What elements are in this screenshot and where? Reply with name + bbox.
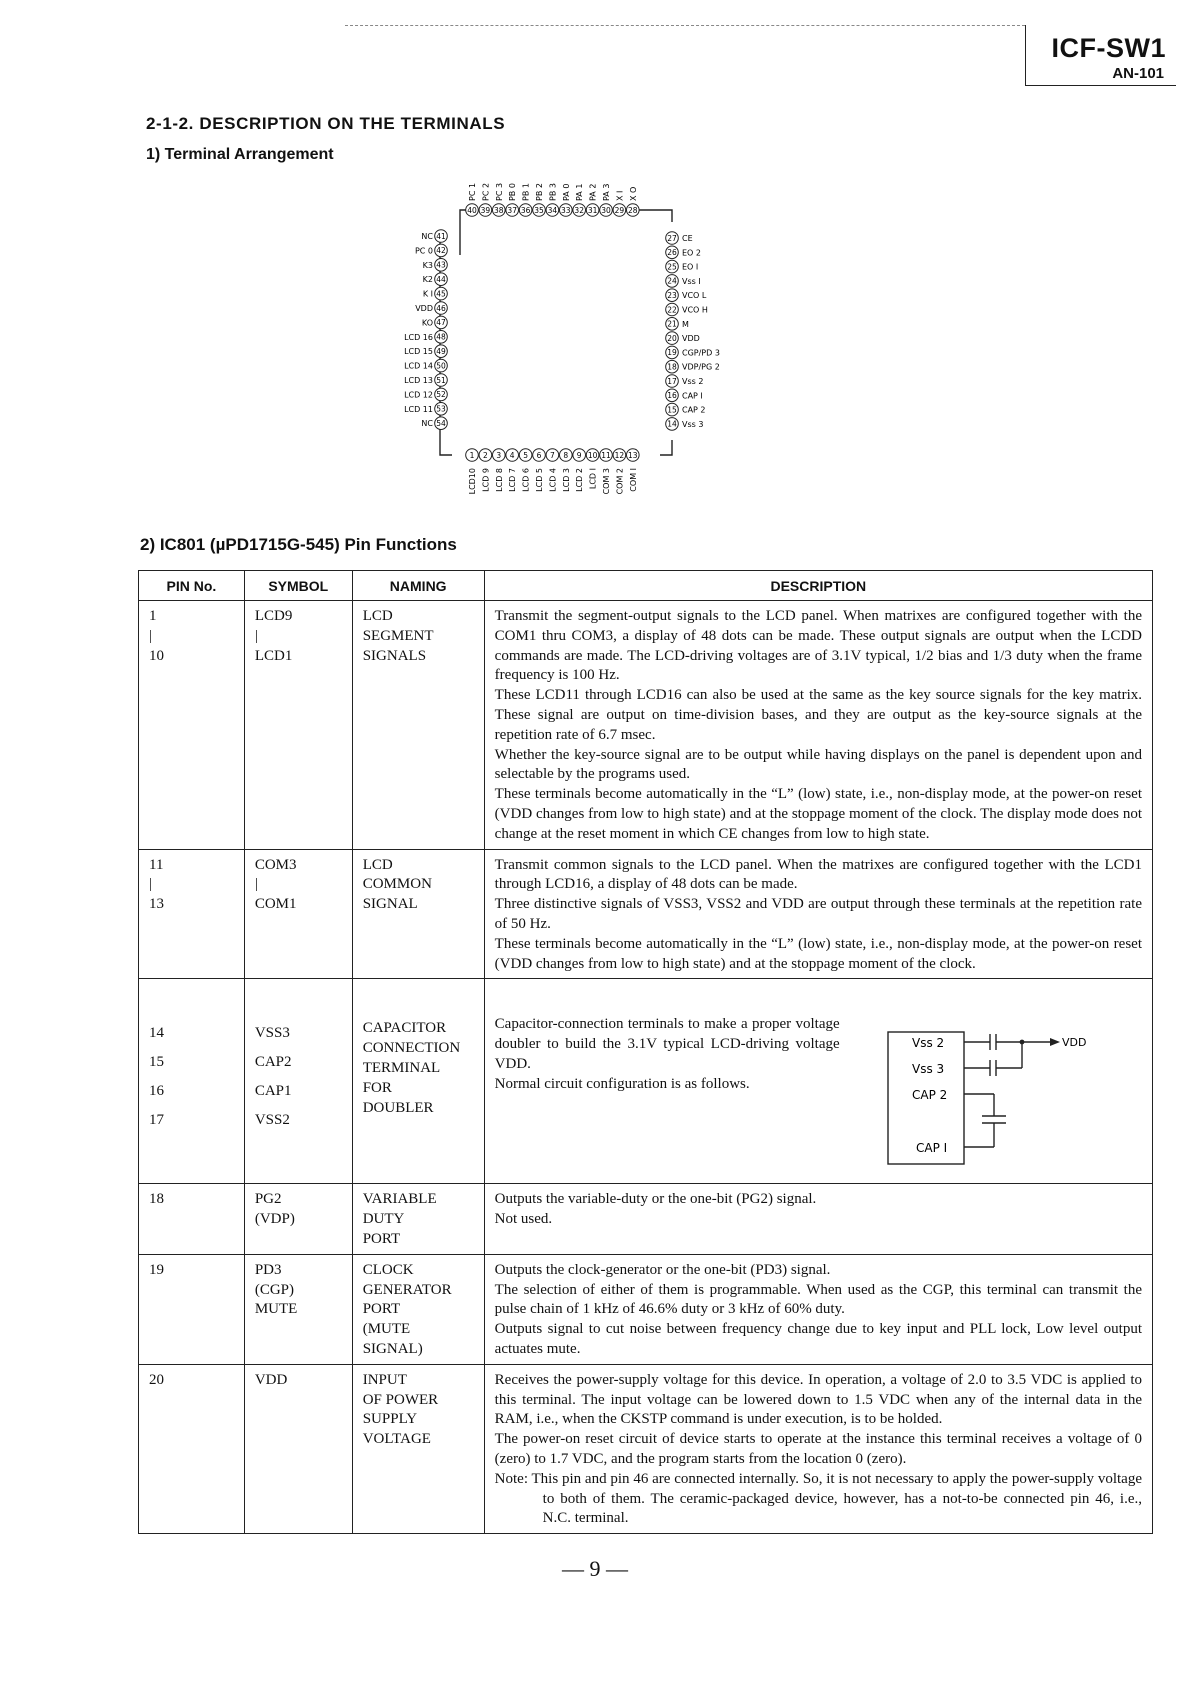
pin-number: 14 15 16 17: [139, 979, 245, 1184]
description-paragraph: These terminals become automatically in the “L” (low) state, i.e., non-display mode, at the power-on reset (VDD changes from low to high state) and at the stoppage moment of the clock.: [494, 935, 1142, 972]
pin-number: 26: [667, 248, 677, 258]
pin-symbol: LCD9 | LCD1: [244, 601, 352, 850]
pin-number: 23: [667, 291, 677, 300]
pin-label: Vss I: [682, 276, 701, 286]
pin-label: VCO H: [682, 305, 708, 315]
pin-label: PC 2: [481, 182, 491, 201]
model-badge: [1025, 25, 1176, 86]
pin-label: PA 0: [561, 183, 571, 201]
pin-description: [484, 1364, 1152, 1533]
pin-label: X I: [615, 190, 625, 201]
description-paragraph: These LCD11 through LCD16 can also be used at the same as the key source signals for the key matrix. These signal are output on time-division bases, and they are output as the key-source signals at the repetition rate of 6.7 msec.: [494, 687, 1142, 743]
pin-number: 16: [667, 391, 677, 401]
pin-label: LCD 11: [404, 404, 433, 414]
ic-pinout-diagram: [400, 170, 800, 540]
pin-number: 43: [436, 260, 446, 270]
pin-number: 6: [536, 450, 542, 460]
description-paragraph: Capacitor-connection terminals to make a proper voltage doubler to build the 3.1V typical LCD-driving voltage VDD.: [494, 1016, 840, 1072]
top-pin-row: [466, 183, 639, 216]
pin-number: 21: [667, 319, 677, 329]
pin-label: NC: [421, 232, 433, 241]
pin-label: VDD: [682, 334, 700, 344]
note-number: AN-101: [1112, 65, 1164, 82]
description-paragraph: These terminals become automatically in the “L” (low) state, i.e., non-display mode, at the power-on reset (VDD changes from low to high state) and at the stoppage moment of the clock. The display mode does not change at the reset moment in which CE changes from low to high state.: [494, 786, 1142, 842]
table-row: [139, 601, 1153, 850]
description-paragraph: Not used.: [494, 1211, 553, 1228]
pin-number: 36: [520, 205, 531, 215]
pin-label: K I: [422, 289, 433, 299]
model-name: ICF-SW1: [1051, 33, 1166, 63]
pin-label: EO 2: [682, 248, 701, 258]
pin-number: 13: [628, 450, 638, 460]
description-paragraph: Outputs the clock-generator or the one-bit (PD3) signal.: [494, 1261, 831, 1278]
pin-label: COM 3: [602, 468, 611, 495]
pin-number: 39: [480, 205, 491, 215]
pin-description: [484, 849, 1152, 979]
pin-number: 8: [563, 450, 569, 460]
section-title: 2-1-2. DESCRIPTION ON THE TERMINALS: [146, 114, 506, 133]
header-symbol: SYMBOL: [244, 571, 352, 601]
header-rule: [345, 25, 1025, 26]
pin-label: K2: [422, 275, 433, 285]
doubler-circuit-diagram: [882, 1030, 1104, 1175]
circuit-wiring: [964, 1034, 1054, 1147]
pin-number: 54: [436, 419, 446, 428]
table-row: [139, 1364, 1153, 1533]
pin-label: CGP/PD 3: [682, 348, 720, 358]
description-paragraph: Transmit common signals to the LCD panel. When the matrixes are configured together with the LCD1 through LCD16, a display of 48 dots can be made.: [494, 856, 1142, 893]
pin-label: LCD 6: [521, 468, 531, 492]
pin-naming: LCD SEGMENT SIGNALS: [352, 601, 484, 850]
pin-number: 40: [467, 205, 477, 215]
left-pin-column: [404, 230, 447, 430]
description-paragraph: Receives the power-supply voltage for this device. In operation, a voltage of 2.0 to 3.5 VDC is applied to this terminal. The input voltage can be lowered down to 1.5 VDC when any of the internal data in the RAM, i.e., when the CKSTP command is under execution, is to be holded.: [494, 1371, 1142, 1428]
pin-label: K3: [422, 260, 433, 270]
pin-number: 50: [436, 361, 446, 371]
pin-number: 1: [469, 450, 475, 460]
bottom-pin-row: [466, 449, 639, 495]
capacitor-text: [495, 1015, 840, 1094]
description-paragraph: Outputs the variable-duty or the one-bit (PG2) signal.: [494, 1191, 817, 1208]
pin-number: 24: [667, 276, 677, 286]
pin-number: 49: [436, 347, 446, 356]
description-paragraph: Outputs signal to cut noise between frequency change due to key input and PLL lock, Low level output actuates mute.: [494, 1321, 1142, 1357]
pin-naming: CAPACITOR CONNECTION TERMINAL FOR DOUBLER: [352, 979, 484, 1184]
pin-naming: CLOCK GENERATOR PORT (MUTE SIGNAL): [352, 1254, 484, 1364]
pin-label: EO I: [682, 262, 699, 272]
description-paragraph: Three distinctive signals of VSS3, VSS2 and VDD are output through these terminals at the repetition rate of 50 Hz.: [494, 896, 1142, 932]
pin-number: 27: [667, 233, 677, 243]
terminal-arrangement-heading: 1) Terminal Arrangement: [146, 146, 334, 163]
pin-label: X O: [628, 186, 638, 201]
pin-symbol: PG2 (VDP): [244, 1184, 352, 1254]
description-paragraph: Transmit the segment-output signals to the LCD panel. When matrixes are configured together with the COM1 thru COM3, a display of 48 dots can be made. These output signals are output when the LCDD commands are made. The LCD-driving voltages are of 3.1V typical, 1/2 bias and 1/3 duty when the frame frequency is 100 Hz.: [494, 608, 1142, 684]
pin-number: 1 | 10: [139, 601, 245, 850]
pin-number: 9: [576, 450, 582, 460]
pin-label: NC: [421, 419, 433, 429]
pin-number: 35: [534, 205, 544, 215]
pin-label: LCD 9: [481, 468, 491, 492]
pin-naming: VARIABLE DUTY PORT: [352, 1184, 484, 1254]
pin-label: PB 2: [535, 183, 544, 201]
pin-number: 17: [667, 376, 677, 386]
description-paragraph: The selection of either of them is programmable. When used as the CGP, this terminal can transmit the pulse chain of 1 kHz of 46.6% duty or 3 kHz of 60% duty.: [494, 1281, 1142, 1318]
header-description: DESCRIPTION: [484, 571, 1152, 601]
pin-description: [484, 1184, 1152, 1254]
pin-label: LCD 7: [508, 468, 518, 492]
table-row: [139, 849, 1153, 979]
pin-label: PA 1: [575, 183, 585, 201]
right-pin-column: [666, 232, 720, 430]
pin-number: 37: [507, 205, 517, 215]
table-header-row: [139, 571, 1153, 601]
pin-number: 41: [436, 231, 446, 241]
pin-number: 28: [628, 205, 638, 215]
header-pin-no: PIN No.: [139, 571, 245, 601]
ic-body-outline: [440, 210, 672, 455]
pin-label: LCD 13: [404, 376, 433, 385]
pin-label: LCD 2: [575, 468, 585, 492]
pin-number: 51: [436, 375, 446, 385]
description-paragraph: Normal circuit configuration is as follows.: [494, 1075, 750, 1092]
pin-label: VCO L: [682, 291, 707, 301]
circuit-label-vdd: VDD: [1062, 1036, 1087, 1049]
pin-label: CAP 2: [682, 405, 706, 415]
pin-number: 25: [667, 262, 677, 272]
pin-symbol: PD3 (CGP) MUTE: [244, 1254, 352, 1364]
table-row: [139, 1184, 1153, 1254]
pin-number: 33: [561, 205, 571, 215]
description-paragraph: Whether the key-source signal are to be output while having displays on the panel is dependent upon and selectable by the programs used.: [494, 746, 1142, 783]
pin-label: PB 1: [521, 183, 531, 201]
pin-label: COM 2: [615, 468, 625, 495]
pin-number: 44: [436, 275, 446, 284]
pin-label: KO: [421, 318, 433, 328]
pin-description: [484, 1254, 1152, 1364]
pin-label: LCD 4: [548, 468, 558, 492]
pin-label: CAP I: [682, 391, 703, 401]
pin-label: LCD 5: [535, 468, 544, 492]
pin-number: 14: [667, 419, 677, 429]
page-number: — 9 —: [562, 1556, 628, 1581]
pin-number: 20: [667, 333, 677, 343]
circuit-label-cap2: CAP 2: [912, 1088, 948, 1102]
pin-label: PC 3: [494, 182, 504, 201]
pin-number: 11 | 13: [139, 849, 245, 979]
pin-number: 29: [614, 205, 625, 215]
pin-number: 20: [139, 1364, 245, 1533]
pin-label: Vss 2: [682, 377, 704, 386]
pin-naming: LCD COMMON SIGNAL: [352, 849, 484, 979]
pin-number: 4: [509, 450, 515, 460]
pin-number: 12: [614, 450, 625, 460]
pin-label: PA 2: [588, 183, 598, 201]
pin-number: 48: [436, 332, 446, 342]
vdd-arrow-icon: [1050, 1038, 1060, 1046]
pin-label: LCD 3: [561, 468, 571, 492]
pin-number: 34: [547, 205, 558, 215]
pin-number: 32: [574, 205, 584, 215]
pin-label: M: [682, 319, 689, 329]
pin-label: PB 0: [508, 183, 518, 201]
pin-number: 47: [436, 318, 446, 328]
pin-label: LCD 15: [404, 347, 433, 357]
circuit-label-vss3: Vss 3: [912, 1062, 945, 1076]
pin-label: VDP/PG 2: [682, 362, 720, 372]
pin-number: 19: [139, 1254, 245, 1364]
description-note: Note: This pin and pin 46 are connected internally. So, it is not necessary to apply the power-supply voltage to both of them. The ceramic-packaged device, however, has a not-to-be connected pin 46, i.e., N.C. terminal.: [494, 1470, 1142, 1527]
pin-label: PB 3: [548, 183, 558, 201]
pin-number: 18: [139, 1184, 245, 1254]
pin-number: 31: [587, 205, 598, 215]
pin-label: Vss 3: [682, 419, 704, 429]
pin-label: PC 1: [468, 182, 477, 201]
pin-number: 3: [496, 450, 502, 460]
description-paragraph: The power-on reset circuit of device starts to operate at the instance this terminal receives a voltage of 0 (zero) to 1.7 VDC, and the program starts from the location 0 (zero).: [494, 1431, 1142, 1467]
pin-description: [484, 601, 1152, 850]
pin-number: 45: [436, 289, 446, 299]
ic-outline-right: [660, 440, 672, 455]
pin-number: 30: [601, 205, 611, 215]
pin-symbol: VSS3 CAP2 CAP1 VSS2: [244, 979, 352, 1184]
pin-number: 7: [550, 450, 555, 460]
table-row: [139, 1254, 1153, 1364]
pin-label: LCD 8: [494, 468, 504, 492]
pin-number: 2: [483, 450, 488, 460]
pin-label: LCD 16: [404, 332, 433, 342]
pin-number: 10: [587, 450, 598, 460]
pin-number: 53: [436, 404, 446, 414]
pin-number: 46: [436, 303, 446, 313]
pin-label: LCD I: [588, 468, 598, 490]
pin-number: 52: [436, 390, 446, 400]
pin-label: CE: [682, 234, 693, 243]
pin-number: 18: [667, 362, 677, 372]
pin-number: 5: [523, 450, 528, 460]
circuit-junction: [1020, 1040, 1025, 1045]
pin-label: PC 0: [414, 246, 433, 256]
pin-number: 19: [667, 348, 677, 358]
pin-number: 15: [667, 405, 677, 415]
pin-symbol: COM3 | COM1: [244, 849, 352, 979]
pin-naming: INPUT OF POWER SUPPLY VOLTAGE: [352, 1364, 484, 1533]
pin-number: 38: [494, 205, 504, 215]
pin-label: PA 3: [602, 183, 611, 201]
circuit-label-cap1: CAP I: [916, 1141, 948, 1155]
pin-number: 42: [436, 246, 446, 256]
pin-label: LCD 12: [404, 390, 433, 400]
pin-label: VDD: [415, 304, 433, 313]
circuit-label-vss2: Vss 2: [912, 1036, 945, 1050]
pin-label: LCD10: [468, 468, 477, 495]
pin-number: 22: [667, 305, 677, 315]
pin-functions-heading: 2) IC801 (µPD1715G-545) Pin Functions: [140, 535, 457, 554]
header-naming: NAMING: [352, 571, 484, 601]
pin-number: 11: [601, 450, 611, 460]
pin-label: COM I: [628, 468, 638, 492]
pin-label: LCD 14: [404, 361, 433, 371]
pin-symbol: VDD: [244, 1364, 352, 1533]
